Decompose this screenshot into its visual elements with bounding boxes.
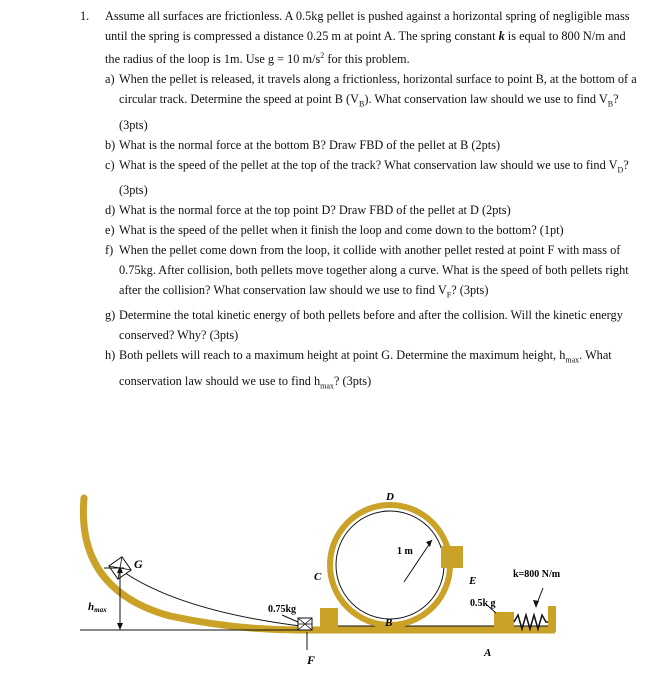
part-g: g) Determine the total kinetic energy of both pellets before and after the collision. Will the kinetic energy conserved? Why? (3pts): [105, 308, 623, 343]
crate-f: [298, 618, 312, 630]
question-parts: [80, 69, 640, 396]
pellet-a-block: [494, 612, 514, 628]
part-a: a) When the pellet is released, it travels along a frictionless, horizontal surface to point B, at the bottom of a circular track. Determine the speed at point B $(V_B)$. What conservation law should we use to find $V_B$? (3pts): [105, 72, 637, 132]
mass-large-pointer: [282, 615, 298, 622]
wall-block: [548, 606, 556, 632]
label-a: A: [484, 647, 492, 659]
label-g: G: [134, 557, 143, 571]
label-radius: 1 m: [397, 546, 413, 557]
label-mass-large: 0.75kg: [268, 604, 297, 615]
label-mass-small: 0.5k g: [470, 598, 496, 609]
label-e: E: [469, 575, 477, 587]
block-b: [320, 608, 338, 628]
problem-statement: [80, 6, 640, 396]
spring-pointer-head: [533, 600, 539, 608]
label-c: C: [314, 571, 322, 583]
question-intro: 1. Assume all surfaces are frictionless. A 0.5kg pellet is pushed against a horizontal spring of negligible mass until the spring is compressed a distance 0.25 m at point A. The spring constant k is equal to 800 N/m and the radius of the loop is 1m. Use g = 10 $m/s^2$ for this problem.: [80, 6, 640, 69]
label-b: B: [385, 617, 393, 629]
loop-outer: [330, 505, 450, 625]
label-spring-constant: k=800 N/m: [513, 569, 561, 580]
hmax-arrowhead-bottom: [117, 623, 123, 630]
part-e: e) What is the speed of the pellet when it finish the loop and come down to the bottom? (1pt): [105, 223, 564, 237]
label-hmax: hmax: [88, 601, 107, 614]
part-c: c) What is the speed of the pellet at the top of the track? What conservation law should we use to find $V_D$? (3pts): [105, 157, 629, 197]
radius-arrowhead: [426, 540, 432, 547]
part-f: f) When the pellet come down from the loop, it collide with another pellet rested at point F with mass of 0.75kg. After collision, both pellets move together along a curve. What is the speed of both pellets right after the collision? What conservation law should we use to find $V_F$? (3pts): [105, 243, 629, 300]
loop-inner: [336, 511, 444, 619]
label-d: D: [386, 491, 394, 503]
label-f: F: [307, 653, 316, 667]
question-number: 1.: [80, 9, 90, 23]
track-diagram: [0, 480, 663, 700]
part-b: b) What is the normal force at the bottom B? Draw FBD of the pellet at B (2pts): [105, 137, 501, 152]
part-d: d) What is the normal force at the top point D? Draw FBD of the pellet at D (2pts): [105, 203, 511, 217]
pellet-e-block: [441, 546, 463, 568]
part-h: h) Both pellets will reach to a maximum height at point G. Determine the maximum height, $h_{max}$. What conservation law should we use to find $h_{max}$? (3pts): [105, 348, 612, 391]
ramp-inner-line: [118, 568, 300, 626]
spring-constant-symbol: k: [498, 29, 505, 43]
